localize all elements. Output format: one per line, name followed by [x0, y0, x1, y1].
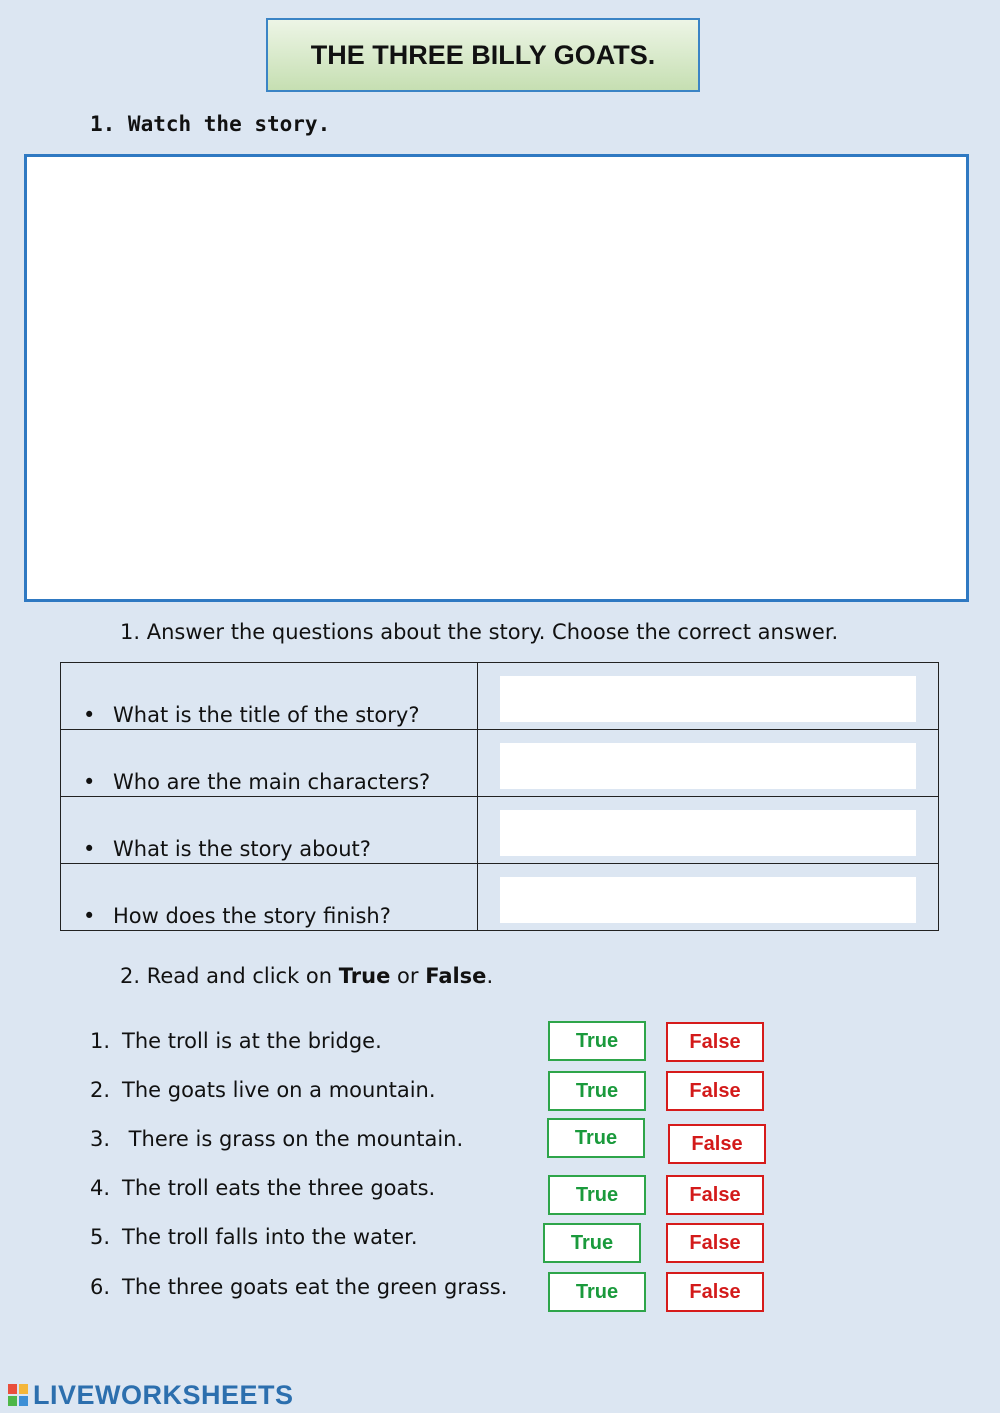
true-button-3[interactable]: True — [547, 1118, 645, 1158]
question-text: • What is the story about? — [83, 837, 371, 861]
answer-input-ending[interactable] — [500, 877, 916, 923]
statement-3: 3. There is grass on the mountain. — [90, 1127, 464, 1151]
footer-brand-text: LIVEWORKSHEETS — [33, 1380, 294, 1410]
statement-6: 6. The three goats eat the green grass. — [90, 1275, 508, 1299]
answer-input-about[interactable] — [500, 810, 916, 856]
question-text: • Who are the main characters? — [83, 770, 431, 794]
statement-1: 1. The troll is at the bridge. — [90, 1029, 382, 1053]
footer-logo[interactable] — [8, 1380, 294, 1411]
answer-input-characters[interactable] — [500, 743, 916, 789]
section-heading-questions: 1. Answer the questions about the story. Choose the correct answer. — [120, 620, 839, 644]
true-button-4[interactable]: True — [548, 1175, 646, 1215]
false-button-3[interactable]: False — [668, 1124, 766, 1164]
table-row — [61, 797, 939, 864]
false-button-6[interactable]: False — [666, 1272, 764, 1312]
true-button-5[interactable]: True — [543, 1223, 641, 1263]
false-button-1[interactable]: False — [666, 1022, 764, 1062]
video-player[interactable] — [24, 154, 969, 602]
false-button-4[interactable]: False — [666, 1175, 764, 1215]
statement-4: 4. The troll eats the three goats. — [90, 1176, 436, 1200]
worksheet-title: THE THREE BILLY GOATS. — [266, 18, 700, 92]
false-button-5[interactable]: False — [666, 1223, 764, 1263]
true-button-6[interactable]: True — [548, 1272, 646, 1312]
answer-input-title[interactable] — [500, 676, 916, 722]
true-button-2[interactable]: True — [548, 1071, 646, 1111]
questions-table — [60, 662, 939, 931]
statement-2: 2. The goats live on a mountain. — [90, 1078, 436, 1102]
liveworksheets-logo-icon — [8, 1384, 30, 1408]
section-heading-true-false: 2. Read and click on True or False. — [120, 964, 494, 988]
table-row — [61, 663, 939, 730]
table-row — [61, 864, 939, 931]
statement-5: 5. The troll falls into the water. — [90, 1225, 418, 1249]
false-button-2[interactable]: False — [666, 1071, 764, 1111]
question-text: • What is the title of the story? — [83, 703, 420, 727]
table-row — [61, 730, 939, 797]
section-heading-watch: 1. Watch the story. — [90, 112, 331, 136]
true-button-1[interactable]: True — [548, 1021, 646, 1061]
question-text: • How does the story finish? — [83, 904, 391, 928]
